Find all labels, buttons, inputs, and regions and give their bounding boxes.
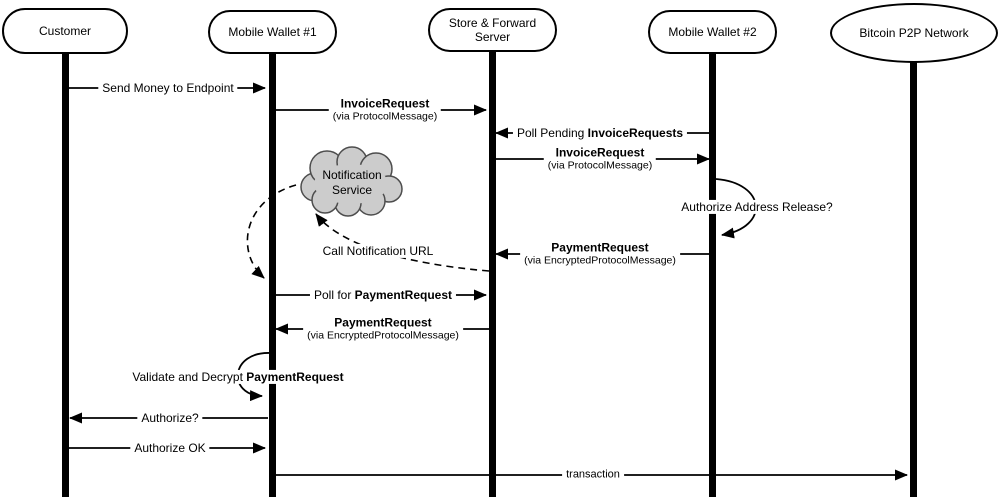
message-authorize-ok: Authorize OK [130, 441, 209, 455]
message-poll-pending-bold: InvoiceRequests [587, 125, 684, 140]
lifeline-mobile-wallet-1 [269, 52, 276, 497]
message-invoice-request-2 [544, 146, 656, 173]
message-poll-for-payment-bold: PaymentRequest [354, 287, 453, 302]
notification-service-label-line2: Service [331, 183, 372, 197]
lifeline-customer [62, 52, 69, 497]
message-invoice-request-1 [329, 97, 441, 124]
message-payment-request-2 [303, 316, 463, 343]
message-invoice-request-2-via: (via ProtocolMessage) [547, 159, 653, 172]
message-authorize: Authorize? [137, 411, 202, 425]
message-transaction: transaction [562, 469, 624, 482]
message-payment-request-1 [520, 241, 680, 268]
message-send-money: Send Money to Endpoint [98, 81, 237, 95]
lifeline-store-forward-server [489, 50, 496, 497]
message-invoice-request-1-name: InvoiceRequest [340, 96, 430, 111]
actor-bitcoin-p2p-network: Bitcoin P2P Network [830, 3, 998, 63]
actor-customer: Customer [2, 8, 128, 54]
lifeline-mobile-wallet-2 [709, 52, 716, 497]
actor-mobile-wallet-2: Mobile Wallet #2 [648, 10, 777, 54]
message-poll-for-payment-prefix: Poll for [313, 287, 355, 302]
actor-store-forward-server: Store & Forward Server [428, 8, 557, 52]
actor-mobile-wallet-1: Mobile Wallet #1 [208, 10, 337, 54]
message-poll-pending-invoice-requests [513, 126, 687, 140]
message-poll-pending-prefix: Poll Pending [516, 125, 588, 140]
message-payment-request-1-via: (via EncryptedProtocolMessage) [524, 254, 676, 267]
message-validate-decrypt-payment-request [128, 370, 347, 384]
message-validate-decrypt-prefix: Validate and Decrypt [132, 369, 247, 384]
lifeline-bitcoin-p2p-network [910, 61, 917, 497]
message-invoice-request-1-via: (via ProtocolMessage) [332, 110, 438, 123]
message-payment-request-2-name: PaymentRequest [334, 315, 432, 330]
notification-service-label-line1: Notification [322, 168, 382, 182]
message-poll-for-payment-request [310, 288, 456, 302]
message-call-notification-url: Call Notification URL [319, 244, 438, 258]
message-payment-request-1-name: PaymentRequest [551, 240, 649, 255]
notification-service-label [322, 168, 381, 198]
message-invoice-request-2-name: InvoiceRequest [555, 145, 645, 160]
message-payment-request-2-via: (via EncryptedProtocolMessage) [307, 329, 459, 342]
message-validate-decrypt-bold: PaymentRequest [246, 369, 344, 384]
message-authorize-address-release: Authorize Address Release? [677, 200, 836, 214]
arrow-call-notification-url [316, 214, 489, 271]
